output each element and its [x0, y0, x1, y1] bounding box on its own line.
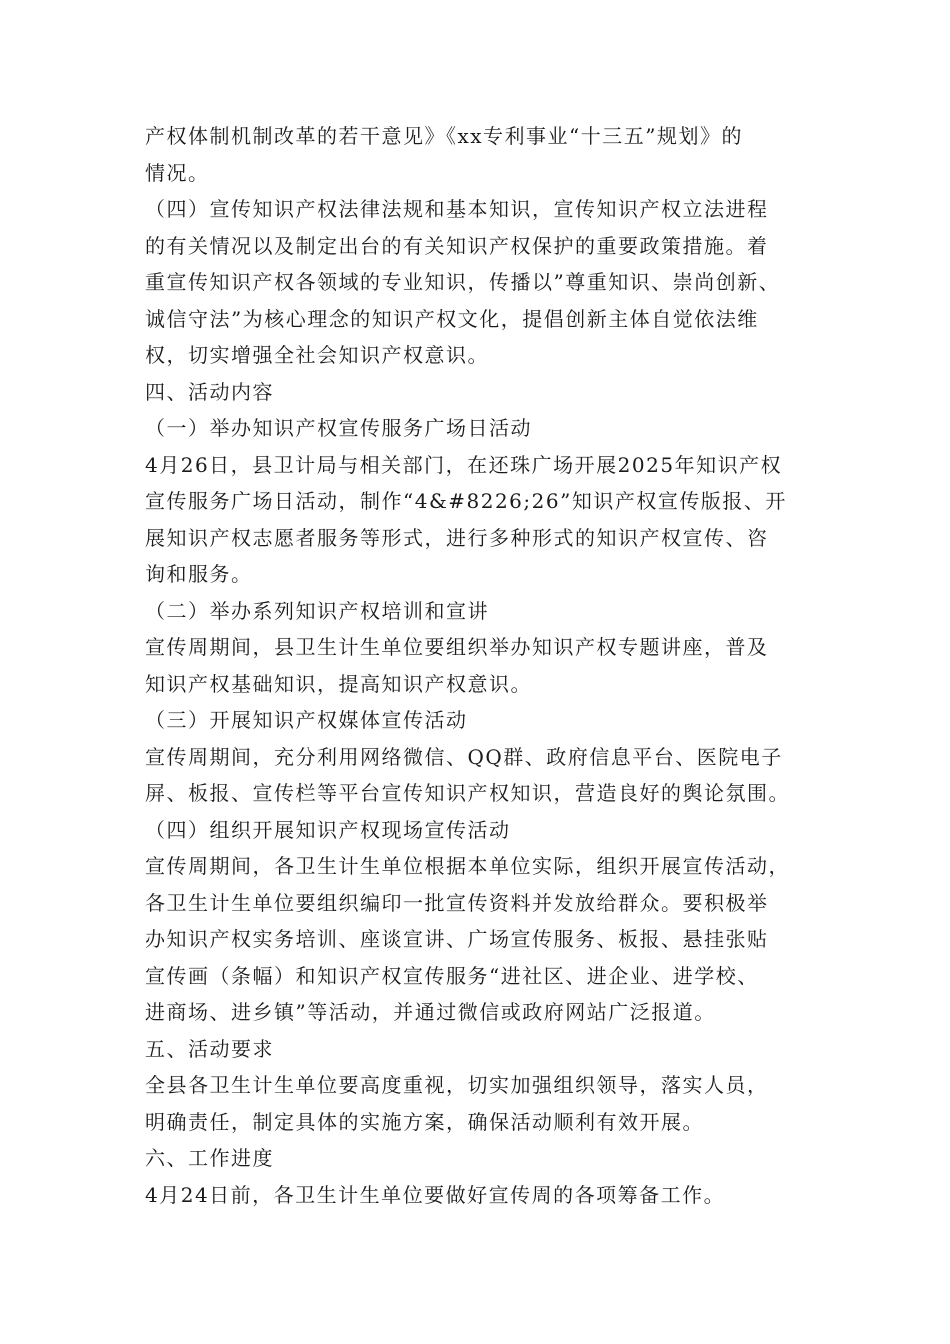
text-line: 明确责任，制定具体的实施方案，确保活动顺利有效开展。 [145, 1109, 704, 1134]
section-heading: 四、活动内容 [145, 379, 274, 404]
text-line: 展知识产权志愿者服务等形式，进行多种形式的知识产权宣传、咨 [145, 525, 769, 550]
text-line: 询和服务。 [145, 562, 253, 586]
section-heading: 六、工作进度 [145, 1146, 274, 1170]
text-line: 的有关情况以及制定出台的有关知识产权保护的重要政策措施。着 [145, 233, 769, 258]
text-line: 产权体制机制改革的若干意见》《xx专利事业“十三五”规划》的 [145, 124, 744, 148]
text-line: 办知识产权实务培训、座谈宣讲、广场宣传服务、板报、悬挂张贴 [145, 927, 769, 951]
text-line: 权，切实增强全社会知识产权意识。 [145, 343, 489, 367]
text-line: 进商场、进乡镇”等活动，并通过微信或政府网站广泛报道。 [145, 1000, 716, 1024]
text-line: 4月26日，县卫计局与相关部门，在还珠广场开展2025年知识产权 [145, 452, 783, 477]
text-line: 知识产权基础知识，提高知识产权意识。 [145, 671, 532, 696]
text-line: 4月24日前，各卫生计生单位要做好宣传周的各项筹备工作。 [145, 1182, 726, 1207]
text-line: 情况。 [145, 160, 210, 185]
section-subheading: （一）举办知识产权宣传服务广场日活动 [145, 416, 532, 440]
section-subheading: （二）举办系列知识产权培训和宣讲 [145, 598, 489, 623]
text-line: 全县各卫生计生单位要高度重视，切实加强组织领导，落实人员， [145, 1073, 769, 1097]
section-heading: 五、活动要求 [145, 1036, 274, 1061]
text-line: 屏、板报、宣传栏等平台宣传知识产权知识，营造良好的舆论氛围。 [145, 781, 790, 805]
section-subheading: （三）开展知识产权媒体宣传活动 [145, 708, 468, 732]
text-line: 宣传画（条幅）和知识产权宣传服务“进社区、进企业、进学校、 [145, 963, 759, 988]
text-line: 宣传周期间，县卫生计生单位要组织举办知识产权专题讲座，普及 [145, 635, 769, 659]
section-subheading: （四）组织开展知识产权现场宣传活动 [145, 817, 511, 842]
text-line: 重宣传知识产权各领域的专业知识，传播以”尊重知识、崇尚创新、 [145, 270, 781, 294]
text-line: 各卫生计生单位要组织编印一批宣传资料并发放给群众。要积极举 [145, 890, 769, 915]
text-line: 宣传服务广场日活动，制作“4&#8226;26”知识产权宣传版报、开 [145, 489, 787, 513]
text-line: 宣传周期间，各卫生计生单位根据本单位实际，组织开展宣传活动， [145, 854, 790, 878]
text-line: 宣传周期间，充分利用网络微信、QQ群、政府信息平台、医院电子 [145, 744, 783, 769]
text-line: 诚信守法”为核心理念的知识产权文化，提倡创新主体自觉依法维 [145, 306, 759, 331]
section-subheading: （四）宣传知识产权法律法规和基本知识，宣传知识产权立法进程 [145, 197, 769, 221]
document-body [145, 118, 825, 1213]
